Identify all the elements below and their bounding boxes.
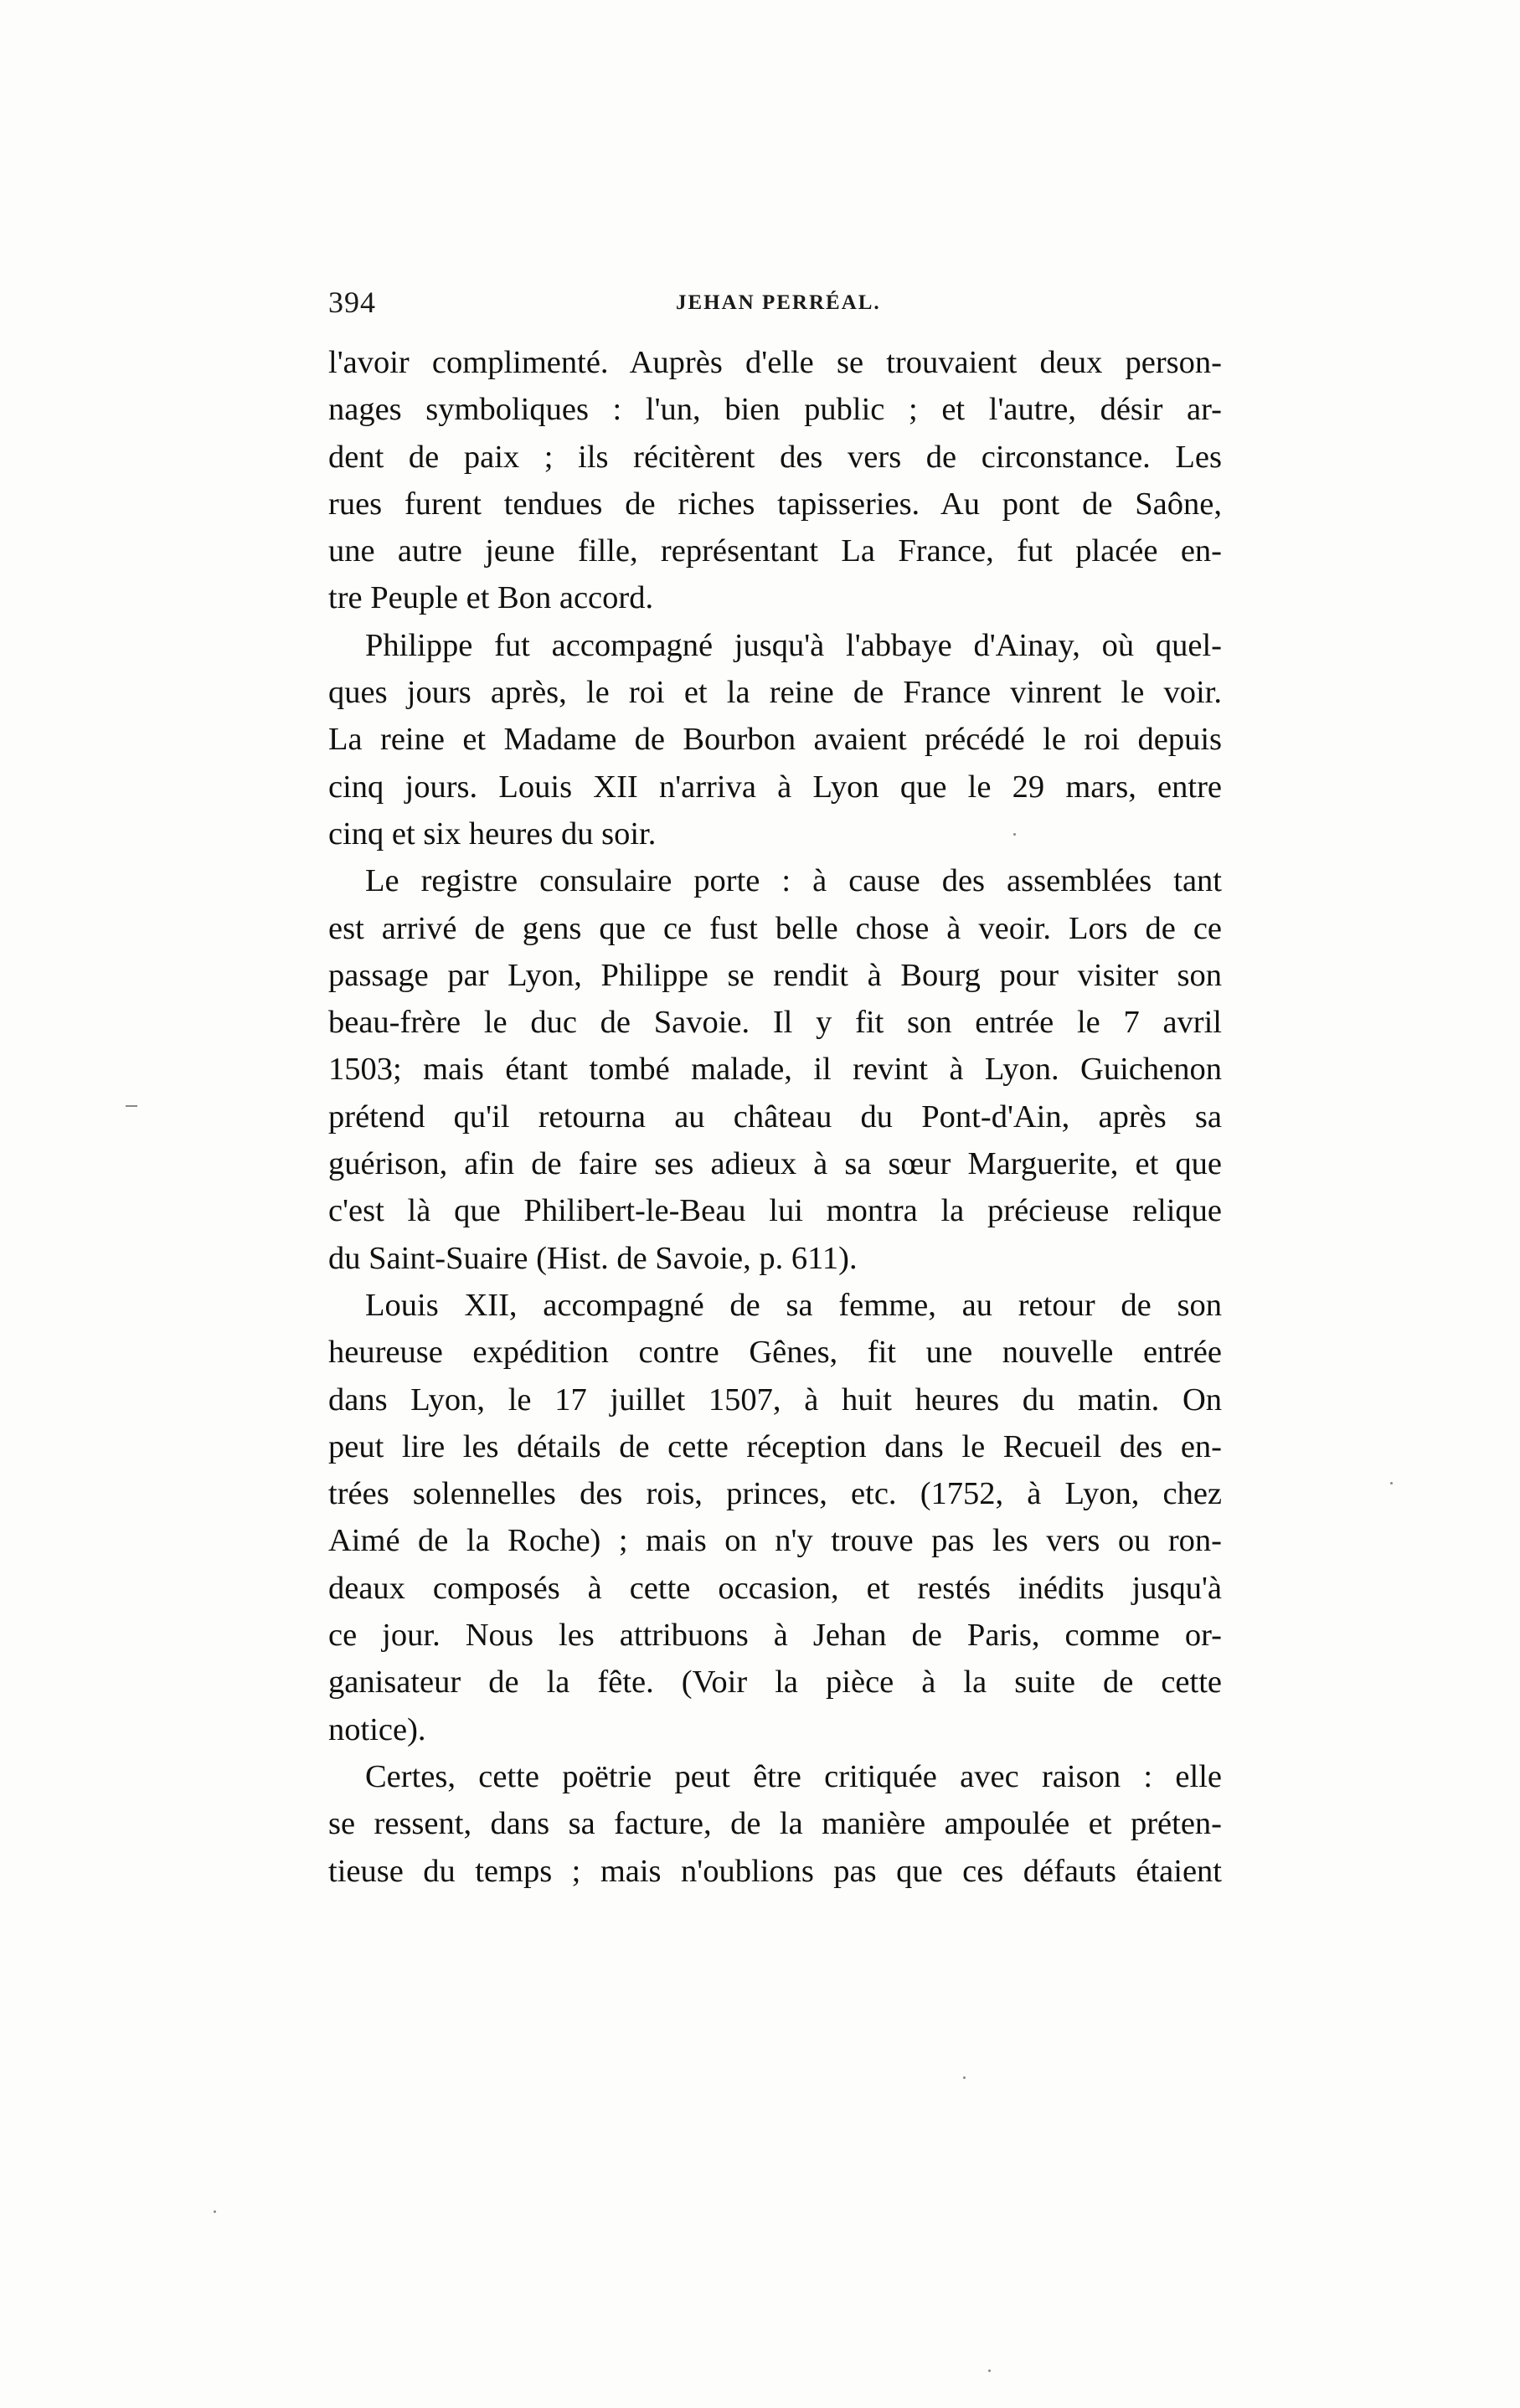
text-line: c'est là que Philibert-le-Beau lui montra la précieuse relique bbox=[328, 1193, 1222, 1229]
text-line: tieuse du temps ; mais n'oublions pas que ces défauts étaient bbox=[328, 1853, 1222, 1889]
paragraph-5 bbox=[328, 1753, 1222, 1895]
text-line: tre Peuple et Bon accord. bbox=[328, 580, 654, 616]
paragraph-4 bbox=[328, 1282, 1222, 1753]
page-number: 394 bbox=[328, 286, 376, 319]
page-header bbox=[328, 285, 1222, 330]
text-line: Le registre consulaire porte : à cause des assemblées tant bbox=[365, 863, 1222, 899]
paragraph-3 bbox=[328, 857, 1222, 1282]
text-line: trées solennelles des rois, princes, etc. (1752, à Lyon, chez bbox=[328, 1476, 1222, 1512]
margin-mark bbox=[126, 1105, 137, 1107]
text-line: 1503; mais étant tombé malade, il revint à Lyon. Guichenon bbox=[328, 1052, 1222, 1088]
text-line: cinq jours. Louis XII n'arriva à Lyon que le 29 mars, entre bbox=[328, 769, 1222, 805]
paper-speck bbox=[1013, 833, 1016, 836]
text-line: ques jours après, le roi et la reine de France vinrent le voir. bbox=[328, 675, 1222, 711]
text-line: cinq et six heures du soir. bbox=[328, 816, 657, 852]
text-line: notice). bbox=[328, 1711, 426, 1747]
text-line: prétend qu'il retourna au château du Pont-d'Ain, après sa bbox=[328, 1099, 1222, 1135]
text-line: deaux composés à cette occasion, et restés inédits jusqu'à bbox=[328, 1570, 1222, 1606]
text-line: rues furent tendues de riches tapisseries. Au pont de Saône, bbox=[328, 486, 1222, 522]
text-line: heureuse expédition contre Gênes, fit une nouvelle entrée bbox=[328, 1335, 1222, 1371]
text-line: du Saint-Suaire (Hist. de Savoie, p. 611). bbox=[328, 1240, 858, 1276]
text-line: peut lire les détails de cette réception dans le Recueil des en- bbox=[328, 1428, 1222, 1464]
text-line: Aimé de la Roche) ; mais on n'y trouve pas les vers ou ron- bbox=[328, 1523, 1222, 1559]
paragraph-1 bbox=[328, 339, 1222, 622]
text-line: se ressent, dans sa facture, de la manière ampoulée et préten- bbox=[328, 1806, 1222, 1842]
text-line: La reine et Madame de Bourbon avaient précédé le roi depuis bbox=[328, 722, 1222, 758]
paper-speck bbox=[988, 2369, 991, 2372]
paper-speck bbox=[1390, 1482, 1393, 1484]
text-line: dent de paix ; ils récitèrent des vers de circonstance. Les bbox=[328, 439, 1222, 475]
text-line: ganisateur de la fête. (Voir la pièce à la suite de cette bbox=[328, 1665, 1222, 1701]
paragraph-2 bbox=[328, 622, 1222, 857]
paper-speck bbox=[214, 2210, 216, 2213]
text-line: beau-frère le duc de Savoie. Il y fit son entrée le 7 avril bbox=[328, 1005, 1222, 1041]
text-line: ce jour. Nous les attribuons à Jehan de Paris, comme or- bbox=[328, 1618, 1222, 1654]
text-line: l'avoir complimenté. Auprès d'elle se trouvaient deux person- bbox=[328, 345, 1222, 380]
text-line: guérison, afin de faire ses adieux à sa sœur Marguerite, et que bbox=[328, 1146, 1222, 1182]
running-title: JEHAN PERRÉAL. bbox=[676, 291, 881, 314]
text-line: Certes, cette poëtrie peut être critiquée avec raison : elle bbox=[365, 1758, 1222, 1794]
text-line: passage par Lyon, Philippe se rendit à Bourg pour visiter son bbox=[328, 957, 1222, 993]
text-line: est arrivé de gens que ce fust belle chose à veoir. Lors de ce bbox=[328, 910, 1222, 946]
text-line: nages symboliques : l'un, bien public ; et l'autre, désir ar- bbox=[328, 392, 1222, 428]
text-line: Philippe fut accompagné jusqu'à l'abbaye d'Ainay, où quel- bbox=[365, 627, 1222, 663]
text-line: une autre jeune fille, représentant La France, fut placée en- bbox=[328, 533, 1222, 569]
paper-speck bbox=[963, 2076, 966, 2079]
text-line: dans Lyon, le 17 juillet 1507, à huit heures du matin. On bbox=[328, 1382, 1222, 1418]
text-line: Louis XII, accompagné de sa femme, au retour de son bbox=[365, 1287, 1222, 1323]
body-text bbox=[328, 339, 1222, 1895]
